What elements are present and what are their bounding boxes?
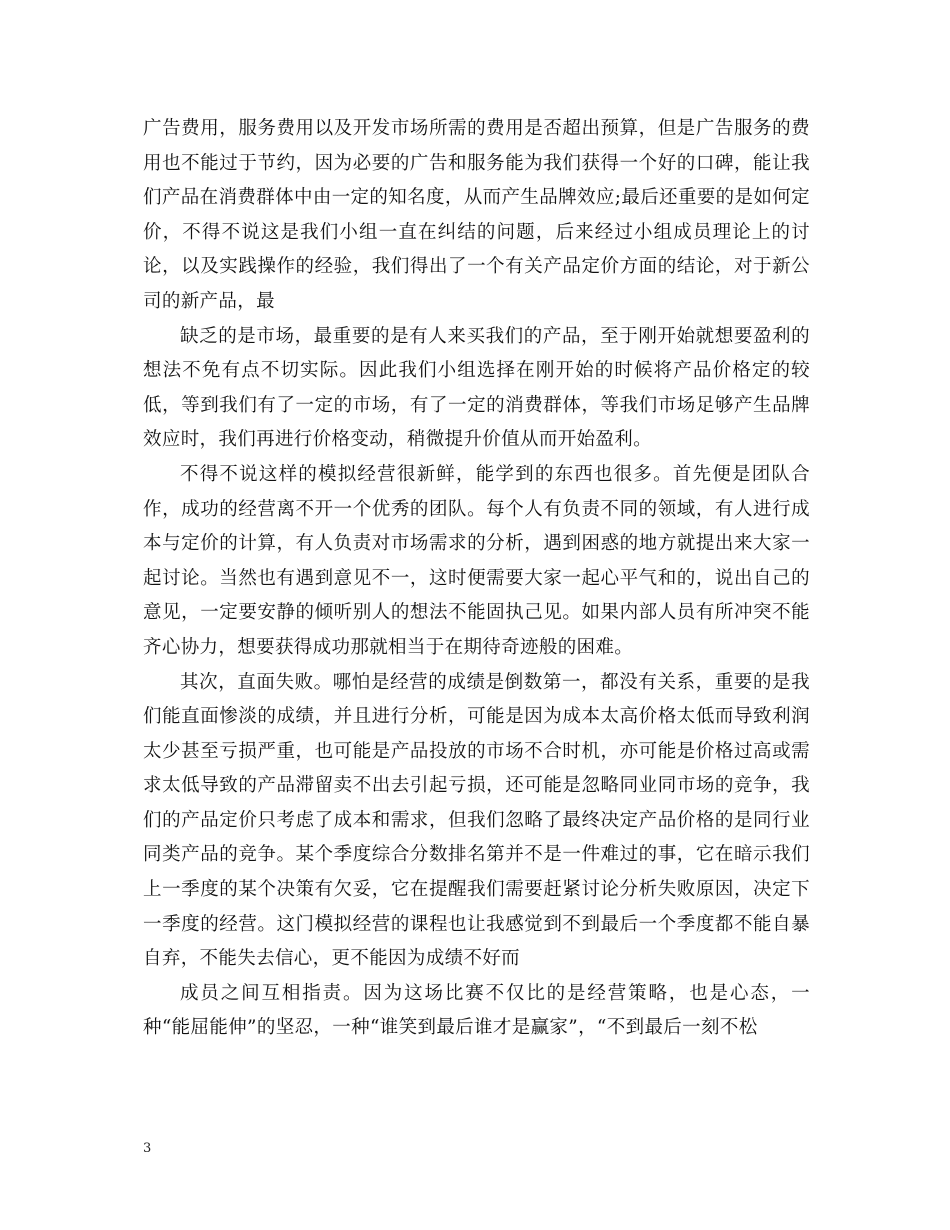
paragraph-2: 缺乏的是市场，最重要的是有人来买我们的产品，至于刚开始就想要盈利的想法不免有点不切实际。因此我们小组选择在刚开始的时候将产品价格定的较低，等到我们有了一定的市场，有了一定的消费群体，等我们市场足够产生品牌效应时，我们再进行价格变动，稍微提升价值从而开始盈利。 xyxy=(143,325,810,451)
paragraph-1: 广告费用，服务费用以及开发市场所需的费用是否超出预算，但是广告服务的费用也不能过于节约，因为必要的广告和服务能为我们获得一个好的口碑，能让我们产品在消费群体中由一定的知名度，从而产生品牌效应;最后还重要的是如何定价，不得不说这是我们小组一直在纠结的问题，后来经过小组成员理论上的讨论，以及实践操作的经验，我们得出了一个有关产品定价方面的结论，对于新公司的新产品，最 xyxy=(143,118,810,312)
paragraph-4: 其次，直面失败。哪怕是经营的成绩是倒数第一，都没有关系，重要的是我们能直面惨淡的成绩，并且进行分析，可能是因为成本太高价格太低而导致利润太少甚至亏损严重，也可能是产品投放的市场不合时机，亦可能是价格过高或需求太低导致的产品滞留卖不出去引起亏损，还可能是忽略同业同市场的竞争，我们的产品定价只考虑了成本和需求，但我们忽略了最终决定产品价格的是同行业同类产品的竞争。某个季度综合分数排名第并不是一件难过的事，它在暗示我们上一季度的某个决策有欠妥，它在提醒我们需要赶紧讨论分析失败原因，决定下一季度的经营。这门模拟经营的课程也让我感觉到不到最后一个季度都不能自暴自弃，不能失去信心，更不能因为成绩不好而 xyxy=(143,671,810,970)
paragraph-5: 成员之间互相指责。因为这场比赛不仅比的是经营策略，也是心态，一种“能屈能伸”的坚忍，一种“谁笑到最后谁才是赢家”，“不到最后一刻不松 xyxy=(143,982,810,1039)
page-number: 3 xyxy=(143,1141,152,1156)
paragraph-3: 不得不说这样的模拟经营很新鲜，能学到的东西也很多。首先便是团队合作，成功的经营离不开一个优秀的团队。每个人有负责不同的领域，有人进行成本与定价的计算，有人负责对市场需求的分析，遇到困惑的地方就提出来大家一起讨论。当然也有遇到意见不一，这时便需要大家一起心平气和的，说出自己的意见，一定要安静的倾听别人的想法不能固执己见。如果内部人员有所冲突不能齐心协力，想要获得成功那就相当于在期待奇迹般的困难。 xyxy=(143,463,810,658)
page-body xyxy=(143,112,810,1046)
